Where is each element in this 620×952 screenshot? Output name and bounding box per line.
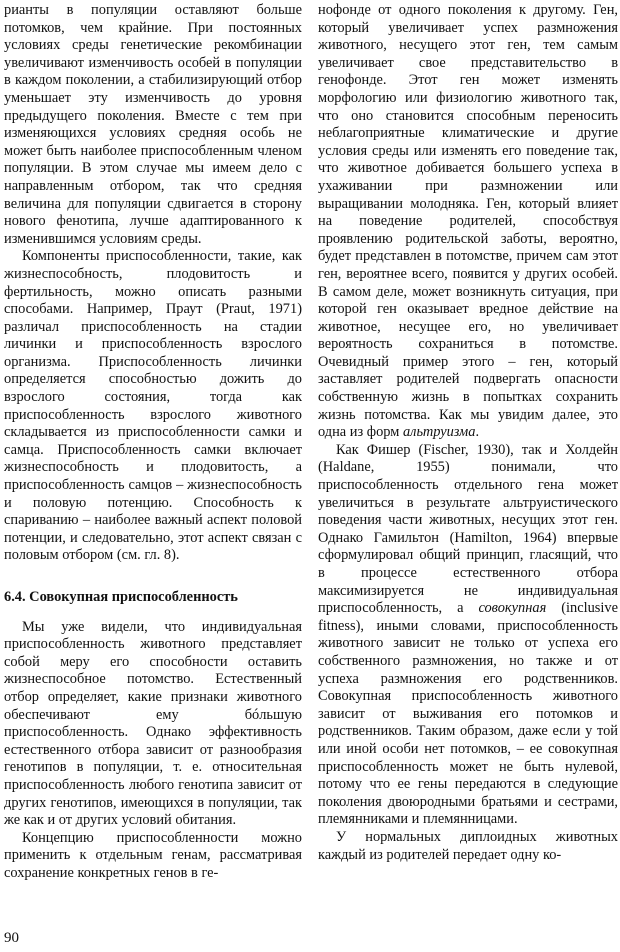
text-run: нофонде от одного поколения к другому. Ген, который увеличивает успех размножения животного, несущего этот ген, тем самым увеличивает свое представительство в генофонде. Этот ген может изменять морфологию или физиологию животного так, что оно становится способным переносить неблагоприятные климатические и другие условия среды или изменять его поведение так, что животное добивается большего успеха в ухаживании при размножении или выращивании молодняка. Ген, который влияет на поведение родителей, способствуя проявлению родительской заботы, вероятно, будет представлен в потомстве, причем сам этот ген, вероятнее всего, появится у других особей. В самом деле, может возникнуть ситуация, при которой ген оказывает вредное действие на животное, несущее его, но увеличивает вероятность сохраниться в потомстве. Очевидный пример этого – ген, который заставляет родителей подвергать опасности собственную жизнь в попытках сохранить жизнь потомства. Как мы увидим далее, это одна из форм bbox=[318, 2, 618, 441]
page-number: 90 bbox=[4, 930, 19, 946]
text-run: Как Фишер (Fischer, 1930), так и Холдейн (Haldane, 1955) понимали, что приспособленность отдельного гена может увеличиться в результате альтруистического поведения части животных, несущих этот ген. Однако Гамильтон (Hamilton, 1964) впервые сформулировал общий принцип, гласящий, что в процессе естественного отбора максимизируется не индивидуальная приспособленность, а bbox=[318, 441, 618, 617]
section-heading: 6.4. Совокупная приспособленность bbox=[4, 589, 238, 605]
left-column bbox=[4, 2, 302, 883]
right-column bbox=[318, 2, 618, 864]
emphasis-term: совокупная bbox=[478, 600, 547, 617]
paragraph: Мы уже видели, что индивидуальная приспособленность животного представляет собой меру его способности оставить жизнеспособное потомство. Естественный отбор определяет, какие признаки животного обеспечивают ему бóльшую приспособленность. Однако эффективность естественного отбора зависит от разнообразия генотипов в популяции, т. е. относительная приспособленность любого генотипа зависит от других генотипов, имеющихся в популяции, так же как и от других условий обитания. bbox=[4, 618, 302, 829]
text-run: . bbox=[475, 424, 480, 441]
emphasis-term: альтруизма bbox=[402, 424, 476, 441]
paragraph: Компоненты приспособленности, такие, как жизнеспособность, плодовитость и фертильность, можно описать разными способами. Например, Праут (Praut, 1971) различал приспособленность на стадии личинки и приспособленность взрослого организма. Приспособленность личинки определяется способностью дожить до взрослого состояния, тогда как приспособленность взрослого животного складывается из приспособленности самки и самца. Приспособленность самки включает жизнеспособность и плодовитость, а приспособленность самцов – жизнеспособность и половую потенцию. Способность к спариванию – наиболее важный аспект половой потенции, и следовательно, этот аспект связан с половым отбором (см. гл. 8). bbox=[4, 248, 302, 564]
paragraph bbox=[318, 442, 618, 829]
paragraph bbox=[318, 2, 618, 442]
paragraph: рианты в популяции оставляют больше потомков, чем крайние. При постоянных условиях среды генетические рекомбинации увеличивают изменчивость особей в популяции в каждом поколении, а стабилизирующий отбор уменьшает эту изменчивость до уровня предыдущего поколения. Вместе с тем при изменяющихся условиях средняя особь не может быть наиболее приспособленным членом популяции. В этом случае мы имеем дело с направленным отбором, так что средняя величина для популяции сдвигается в сторону нового фенотипа, лучше адаптированного к изменившимся условиям среды. bbox=[4, 2, 302, 247]
text-run: (inclusive fitness), иными словами, приспособленность животного зависит не только от успеха его собственного размножения, но также и от успеха размножения его родственников. Совокупная приспособленность животного зависит от выживания его потомков и родственников. Таким образом, даже если у той или иной особи нет потомков, – ее совокупная приспособленность может не быть нулевой, потому что ее гены передаются в следующие поколения двоюродными братьями и сестрами, племянниками и племянницами. bbox=[318, 600, 618, 828]
paragraph: Концепцию приспособленности можно применить к отдельным генам, рассматривая сохранение конкретных генов в ге- bbox=[4, 829, 302, 881]
paragraph: У нормальных диплоидных животных каждый из родителей передает одну ко- bbox=[318, 828, 618, 863]
